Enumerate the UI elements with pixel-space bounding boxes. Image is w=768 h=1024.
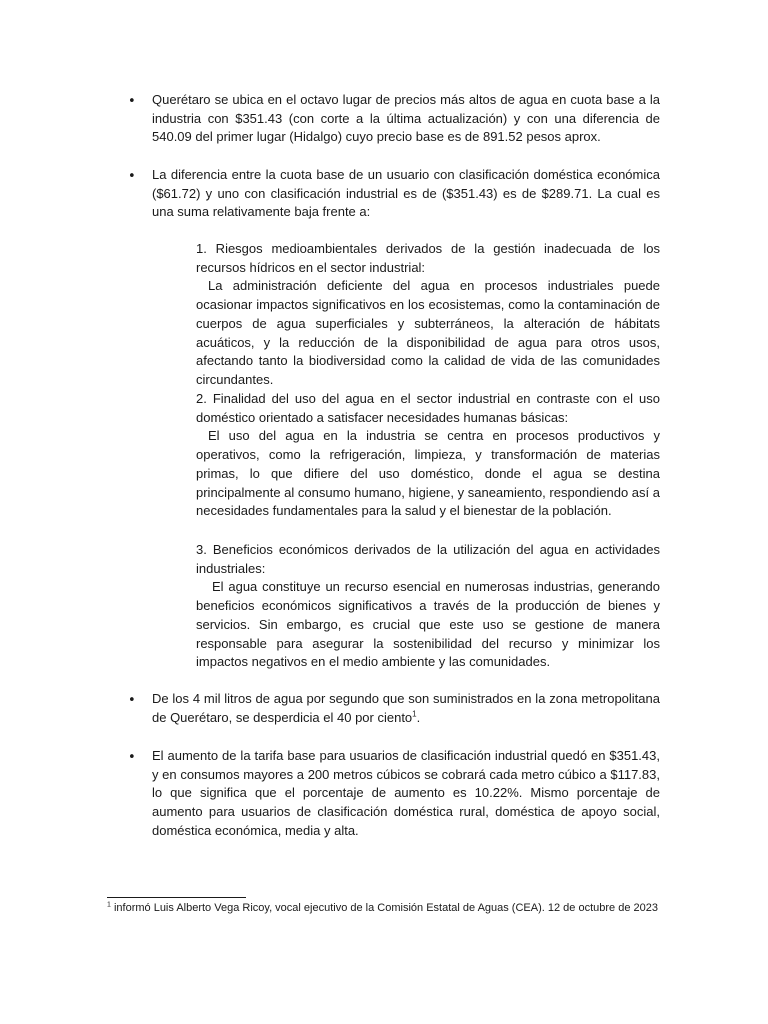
bullet-text-end: . — [416, 709, 421, 725]
bullet-marker: • — [128, 750, 136, 765]
point-heading: 1. Riesgos medioambientales derivados de la gestión inadecuada de los recursos hídricos en el sector industrial: — [196, 241, 660, 275]
point-body: La administración deficiente del agua en procesos industriales puede ocasionar impactos significativos en los ecosistemas, como la contaminación de cuerpos de agua superficiales y subterráneos, la alteración de hábitats acuáticos, y la reducción de la disponibilidad de agua para otros usos, afectando tanto la biodiversidad como la calidad de vida de las comunidades circundantes. — [196, 278, 660, 387]
point-body: El uso del agua en la industria se centra en procesos productivos y operativos, como la refrigeración, limpieza, y transformación de materias primas, lo que difiere del uso doméstico, donde el agua se destina principalmente al consumo humano, higiene, y saneamiento, respondiendo así a necesidades fundamentales para la salud y el bienestar de la población. — [196, 428, 660, 519]
footnote-marker: 1 — [107, 901, 111, 909]
bullet-text: Querétaro se ubica en el octavo lugar de precios más altos de agua en cuota base a la industria con $351.43 (con corte a la última actualización) y con una diferencia de 540.09 del primer lugar (Hidalgo) cuyo precio base es de 891.52 pesos aprox. — [152, 92, 660, 145]
bullet-item-tariff-increase — [128, 747, 660, 841]
bullet-text: De los 4 mil litros de agua por segundo que son suministrados en la zona metropolitana de Querétaro, se desperdicia el 40 por ciento — [152, 691, 660, 725]
numbered-point-2 — [196, 390, 660, 521]
numbered-point-1 — [196, 240, 660, 390]
bullet-item-queretaro-ranking — [128, 91, 660, 147]
bullet-marker: • — [128, 693, 136, 708]
bullet-marker: • — [128, 94, 136, 109]
bullet-item-water-waste — [128, 690, 660, 727]
point-heading: 3. Beneficios económicos derivados de la utilización del agua en actividades industriales: — [196, 542, 660, 576]
point-body: El agua constituye un recurso esencial en numerosas industrias, generando beneficios económicos significativos a través de la producción de bienes y servicios. Sin embargo, es crucial que este uso se gestione de manera responsable para asegurar la sostenibilidad del recurso y minimizar los impactos negativos en el medio ambiente y las comunidades. — [196, 579, 660, 670]
footnote — [107, 901, 667, 917]
footnote-separator — [107, 897, 246, 898]
bullet-item-fee-difference — [128, 166, 660, 222]
numbered-point-3 — [196, 541, 660, 672]
point-heading: 2. Finalidad del uso del agua en el sector industrial en contraste con el uso doméstico orientado a satisfacer necesidades humanas básicas: — [196, 391, 660, 425]
footnote-text: informó Luis Alberto Vega Ricoy, vocal ejecutivo de la Comisión Estatal de Aguas (CEA). 12 de octubre de 2023 — [110, 902, 658, 914]
footnote-reference[interactable]: 1 — [412, 709, 417, 719]
bullet-text: La diferencia entre la cuota base de un usuario con clasificación doméstica económica ($61.72) y uno con clasificación industrial es de ($351.43) es de $289.71. La cual es una suma relativamente baja frente a: — [152, 167, 660, 220]
bullet-marker: • — [128, 169, 136, 184]
bullet-text: El aumento de la tarifa base para usuarios de clasificación industrial quedó en $351.43, y en consumos mayores a 200 metros cúbicos se cobrará cada metro cúbico a $117.83, lo que significa que el porcentaje de aumento es 10.22%. Mismo porcentaje de aumento para usuarios de clasificación doméstica rural, doméstica de apoyo social, doméstica económica, media y alta. — [152, 748, 660, 838]
